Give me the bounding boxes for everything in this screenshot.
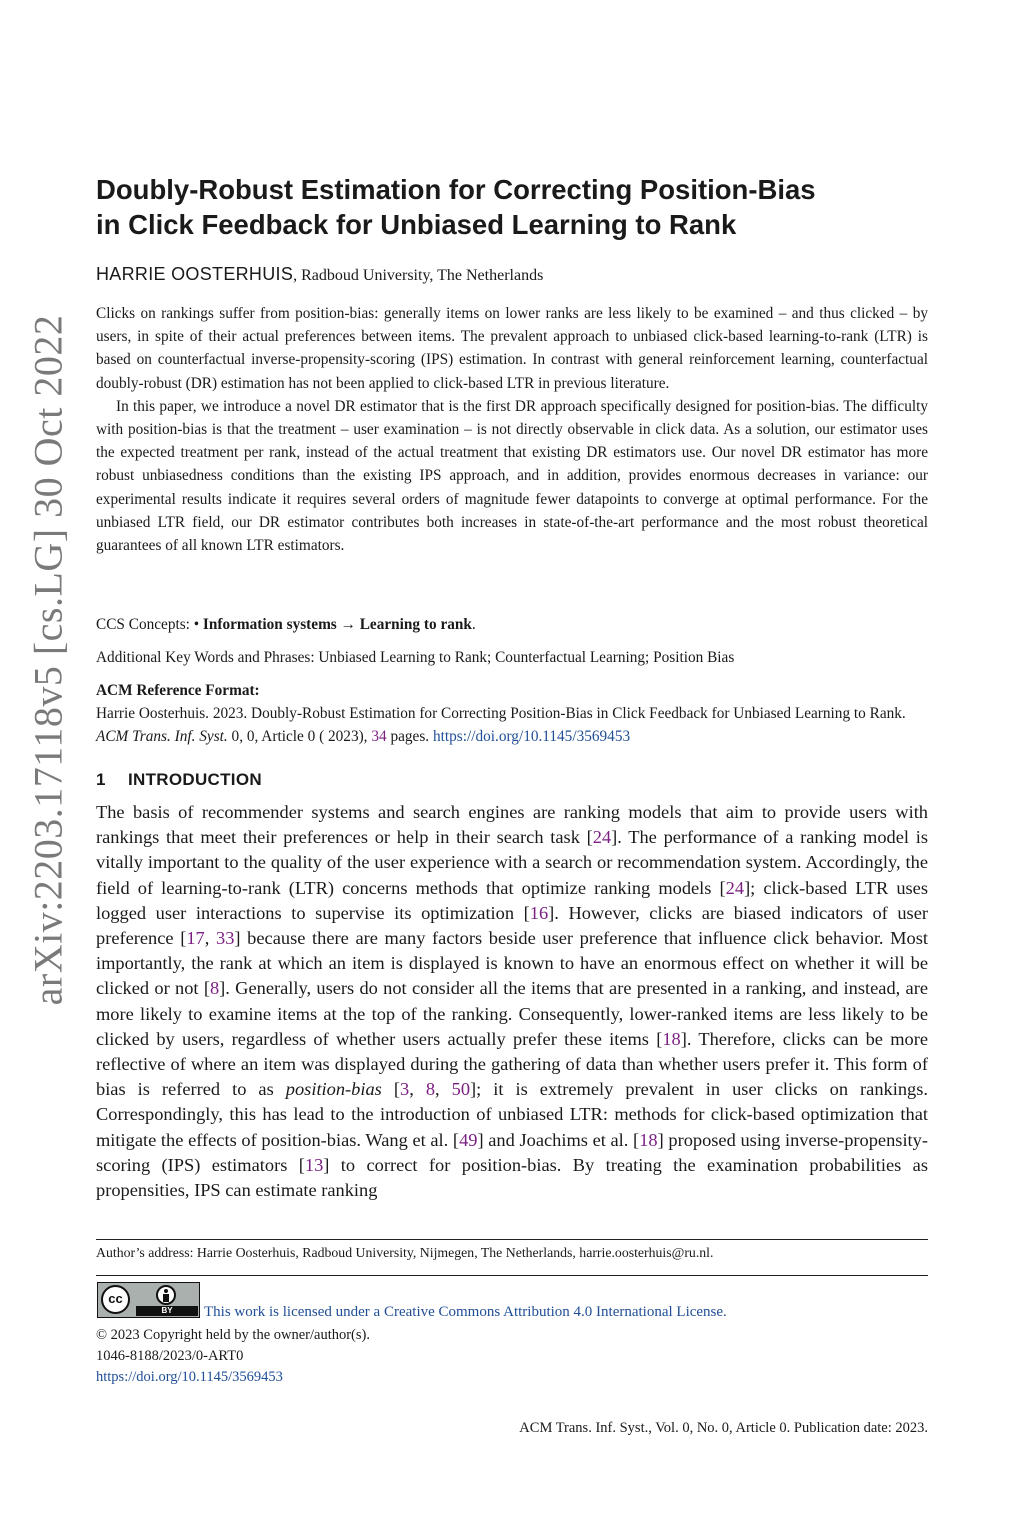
introduction-paragraph: The basis of recommender systems and search engines are ranking models that aim to provide users with rankings that meet their preferences or help in their search task [24]. The performance of a ranking model is vitally important to the quality of the user experience with a search or recommendation system. Accordingly, the field of learning-to-rank (LTR) concerns methods that optimize ranking models [24]; click-based LTR uses logged user interactions to supervise its optimization [16]. However, clicks are biased indicators of user preference [17, 33] because there are many factors beside user preference that influence click behavior. Most importantly, the rank at which an item is displayed is known to have an enormous effect on whether it will be clicked or not [8]. Generally, users do not consider all the items that are presented in a ranking, and instead, are more likely to examine items at the top of the ranking. Consequently, lower-ranked items are less likely to be clicked by users, regardless of whether users actually prefer these items [18]. Therefore, clicks can be more reflective of where an item was displayed during the gathering of data than whether users prefer it. This form of bias is referred to as position-bias [3, 8, 50]; it is extremely prevalent in user clicks on rankings. Correspondingly, this has lead to the introduction of unbiased LTR: methods for click-based optimization that mitigate the effects of position-bias. Wang et al. [49] and Joachims et al. [18] proposed using inverse-propensity-scoring (IPS) estimators [13] to correct for position-bias. By treating the examination probabilities as propensities, IPS can estimate ranking (96, 802, 928, 1201)
citation-link[interactable]: 3 (399, 1079, 410, 1100)
section-title: INTRODUCTION (128, 770, 262, 789)
citation-link[interactable]: 13 (304, 1154, 324, 1175)
citation-link[interactable]: 24 (725, 877, 745, 898)
citation-link[interactable]: 24 (592, 827, 612, 848)
reference-journal: ACM Trans. Inf. Syst. (96, 728, 228, 745)
citation-link[interactable]: 49 (459, 1129, 478, 1150)
ccs-prefix: CCS Concepts: • (96, 616, 203, 633)
citation-link[interactable]: 50 (451, 1079, 471, 1100)
reference-pages-link[interactable]: 34 (371, 728, 387, 745)
badge-by-label: BY (161, 1306, 173, 1315)
section-heading (96, 768, 928, 792)
citation-link[interactable]: 18 (662, 1028, 681, 1049)
citation-link[interactable]: 8 (425, 1079, 436, 1100)
author-name: HARRIE OOSTERHUIS (96, 264, 294, 284)
abstract-paragraph-2: In this paper, we introduce a novel DR estimator that is the first DR approach specifically designed for position-bias. The difficulty with position-bias is that the treatment – user examination – is not directly observable in click data. As a solution, our estimator uses the expected treatment per rank, instead of the actual treatment that existing DR estimators use. Our novel DR estimator has more robust unbiasedness conditions than the existing IPS approach, and in addition, provides enormous decreases in variance: our experimental results indicate it requires several orders of magnitude fewer datapoints to converge at optimal performance. For the unbiased LTR field, our DR estimator contributes both increases in state-of-the-art performance and the most robust theoretical guarantees of all known LTR estimators. (96, 397, 928, 555)
paper-title (96, 172, 928, 242)
license-link[interactable]: This work is licensed under a Creative Commons Attribution 4.0 International License. (204, 1304, 727, 1320)
reference-heading: ACM Reference Format: (96, 682, 260, 699)
keywords: Additional Key Words and Phrases: Unbiased Learning to Rank; Counterfactual Learning; Position Bias (96, 649, 735, 666)
copyright-doi-link[interactable]: https://doi.org/10.1145/3569453 (96, 1369, 283, 1385)
citation-link[interactable]: 8 (209, 978, 220, 999)
abstract (96, 302, 928, 557)
cc-by-license-badge[interactable] (97, 1282, 200, 1318)
ccs-concept: Information systems (202, 616, 337, 633)
ccs-concepts (96, 613, 928, 636)
author-address-footnote: Author’s address: Harrie Oosterhuis, Radboud University, Nijmegen, The Netherlands, harrie.oosterhuis@ru.nl. (96, 1245, 714, 1260)
acm-reference-format (96, 679, 928, 748)
footnote-bottom-rule (96, 1275, 928, 1276)
author-affiliation: , Radboud University, The Netherlands (293, 267, 544, 284)
creative-commons-icon: cc (101, 1285, 130, 1314)
issn-line: 1046-8188/2023/0-ART0 (96, 1348, 244, 1364)
citation-link[interactable]: 33 (216, 928, 235, 949)
author-line (96, 263, 928, 287)
ccs-suffix: . (471, 616, 476, 633)
title-line-2: in Click Feedback for Unbiased Learning to Rank (96, 209, 737, 240)
section-number: 1 (96, 770, 106, 789)
emphasis-position-bias: position-bias (285, 1079, 382, 1100)
reference-doi-link[interactable]: https://doi.org/10.1145/3569453 (432, 728, 631, 745)
title-line-1: Doubly-Robust Estimation for Correcting Position-Bias (96, 174, 816, 205)
reference-body (96, 702, 928, 748)
copyright-block (96, 1325, 928, 1388)
footnote-top-rule (96, 1239, 928, 1240)
citation-link[interactable]: 18 (639, 1129, 658, 1150)
abstract-paragraph-1: Clicks on rankings suffer from position-bias: generally items on lower ranks are less likely to be examined – and thus clicked – by users, in spite of their actual preferences between items. The prevalent approach to unbiased click-based learning-to-rank (LTR) is based on counterfactual inverse-propensity-scoring (IPS) estimation. In contrast with general reinforcement learning, counterfactual doubly-robust (DR) estimation has not been applied to click-based LTR in previous literature. (96, 305, 928, 392)
attribution-person-icon (156, 1285, 176, 1305)
reference-text: Harrie Oosterhuis. 2023. Doubly-Robust Estimation for Correcting Position-Bias in Click Feedback for Unbiased Learning to Rank. (96, 705, 906, 722)
reference-text: pages. (386, 728, 433, 745)
ccs-subconcept: Learning to rank (359, 616, 472, 633)
arxiv-stamp: arXiv:2203.17118v5 [cs.LG] 30 Oct 2022 (25, 314, 71, 1006)
ccs-arrow: → (336, 616, 360, 633)
page-footer: ACM Trans. Inf. Syst., Vol. 0, No. 0, Article 0. Publication date: 2023. (519, 1420, 928, 1436)
copyright-line: © 2023 Copyright held by the owner/author(s). (96, 1327, 370, 1343)
citation-link[interactable]: 17 (186, 928, 205, 949)
citation-link[interactable]: 16 (529, 902, 549, 923)
reference-text: 0, 0, Article 0 ( 2023), (227, 728, 372, 745)
